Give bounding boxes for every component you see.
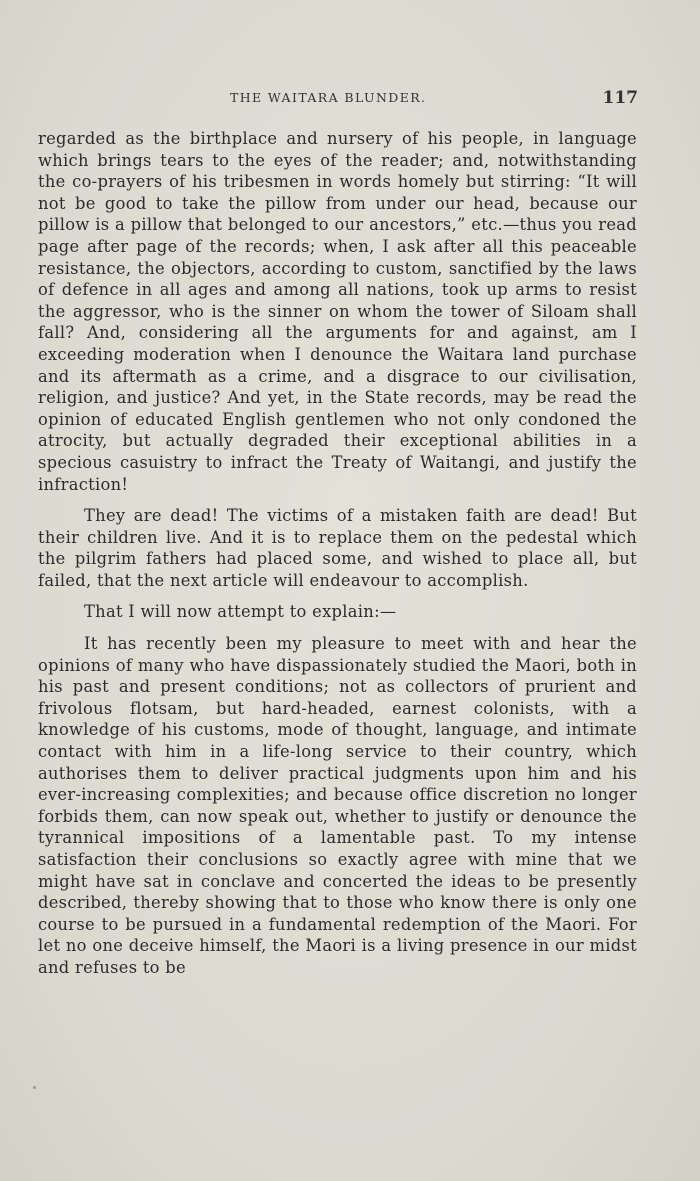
running-head	[38, 88, 638, 110]
paper-speck	[33, 1086, 36, 1089]
paragraph-explain: That I will now attempt to explain:—	[84, 602, 397, 622]
paragraph-continuation: regarded as the birthplace and nursery of his people, in language which brings tears to the eyes of the reader; and, notwithstanding the co-prayers of his tribesmen in words homely but stirring: “It will not be good to take the pillow from under our head, because our pillow is a pillow that belonged to our ancestors,” etc.—thus you read page after page of the records; when, I ask after all this peaceable resistance, the objectors, according to custom, sanctified by the laws of defence in all ages and among all nations, took up arms to resist the aggressor, who is the sinner on whom the tower of Siloam shall fall? And, considering all the arguments for and against, am I exceeding moderation when I denounce the Waitara land purchase and its aftermath as a crime, and a disgrace to our civilisation, religion, and justice? And yet, in the State records, may be read the opinion of educated English gentlemen who not only condoned the atrocity, but actually degraded their exceptional abilities in a specious casuistry to infract the Treaty of Waitangi, and justify the infraction!	[38, 129, 637, 494]
body-text	[38, 128, 637, 979]
page-number: 117	[602, 88, 638, 108]
paragraph-they-are-dead: They are dead! The victims of a mistaken faith are dead! But their children live. And it is to replace them on the pedestal which the pilgrim fathers had placed some, and wished to place all, but failed, that the next article will endeavour to accomplish.	[38, 506, 637, 590]
running-title: THE WAITARA BLUNDER.	[230, 90, 427, 105]
paragraph-opinions: It has recently been my pleasure to meet with and hear the opinions of many who have dispassionately studied the Maori, both in his past and present conditions; not as collectors of prurient and frivolous flotsam, but hard-headed, earnest colonists, with a knowledge of his customs, mode of thought, language, and intimate contact with him in a life-long service to their country, which authorises them to deliver practical judgments upon him and his ever-increasing complexities; and because office discretion no longer forbids them, can now speak out, whether to justify or denounce the tyrannical impositions of a lamentable past. To my intense satisfaction their conclusions so exactly agree with mine that we might have sat in conclave and concerted the ideas to be presently described, thereby showing that to those who know there is only one course to be pursued in a fundamental redemption of the Maori. For let no one deceive himself, the Maori is a living presence in our midst and refuses to be	[38, 634, 637, 977]
